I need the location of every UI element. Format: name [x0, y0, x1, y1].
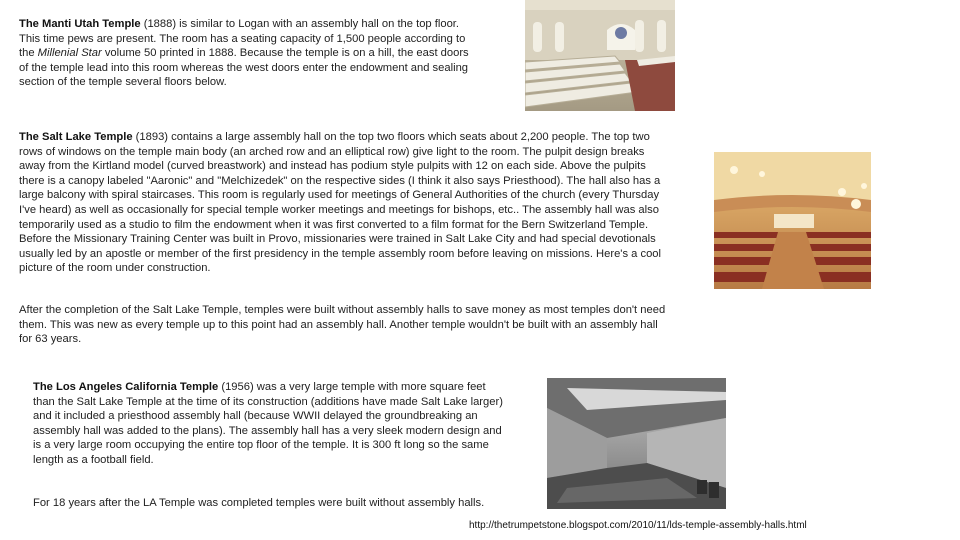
- los-angeles-temple-paragraph: [33, 380, 503, 468]
- manti-temple-title: The Manti Utah Temple: [19, 18, 141, 30]
- los-angeles-temple-title: The Los Angeles California Temple: [33, 381, 219, 393]
- salt-lake-temple-title: The Salt Lake Temple: [19, 131, 133, 143]
- salt-lake-temple-paragraph: [19, 130, 669, 276]
- manti-text-2: volume 50 printed in 1888. Because the temple is on a hill, the east doors of the temple lead into this room whereas the west doors enter the endowment and sealing section of the temple several floors below.: [19, 47, 469, 89]
- manti-photo-art: [525, 0, 675, 111]
- los-angeles-text: (1956) was a very large temple with more square feet than the Salt Lake Temple at the time of its construction (additions have made Salt Lake larger) and it included a priesthood assembly hall (because WWII delayed the groundbreaking an assembly hall was added to the plans). The assembly hall has a very sleek modern design and is a very large room occupying the entire top floor of the temple. It is 300 ft long so the same length as a football field.: [33, 381, 503, 466]
- salt-lake-photo-art: [714, 152, 871, 289]
- salt-lake-text: (1893) contains a large assembly hall on the top two floors which seats about 2,200 people. The top two rows of windows on the temple main body (an arched row and an elliptical row) give light to the room. The pulpit design breaks away from the Kirtland model (curved breastwork) and instead has podium style pulpits with 12 on each side. Above the pulpits there is a canopy labeled "Aaronic" and "Melchizedek" on the respective sides (I think it also says Priesthood). The hall also has a large balcony with spiral staircases. This room is regularly used for meetings of General Authorities of the church (every Thursday I've heard) as well as occasionally for special temple worker meetings and meetings for bishops, etc.. The assembly hall was also temporarily used as a studio to film the endowment when it was first converted to a film format for the Bern Switzerland Temple. Before the Missionary Training Center was built in Provo, missionaries were trained in Salt Lake City and had special devotionals usually led by an apostle or member of the first presidency in the temple assembly room before leaving on missions. Here's a cool picture of the room under construction.: [19, 131, 661, 275]
- los-angeles-photo-art: [547, 378, 726, 509]
- after-la-paragraph: For 18 years after the LA Temple was completed temples were built without assembly halls.: [33, 497, 485, 509]
- los-angeles-assembly-hall-photo: [547, 378, 726, 509]
- manti-assembly-hall-photo: [525, 0, 675, 111]
- manti-text-1: (1888) is similar to Logan with an assembly hall on the top floor. This time pews are present. The room has a seating capacity of 1,500 people according to the: [19, 18, 466, 60]
- after-salt-lake-paragraph: After the completion of the Salt Lake Temple, temples were built without assembly halls to save money as most temples don't need them. This was new as every temple up to this point had an assembly hall. Another temple wouldn't be built with an assembly hall for 63 years.: [19, 304, 666, 346]
- source-link[interactable]: http://thetrumpetstone.blogspot.com/2010/11/lds-temple-assembly-halls.html: [469, 520, 807, 531]
- manti-temple-paragraph: [19, 17, 481, 90]
- millenial-star-title: Millenial Star: [37, 47, 102, 60]
- salt-lake-assembly-hall-photo: [714, 152, 871, 289]
